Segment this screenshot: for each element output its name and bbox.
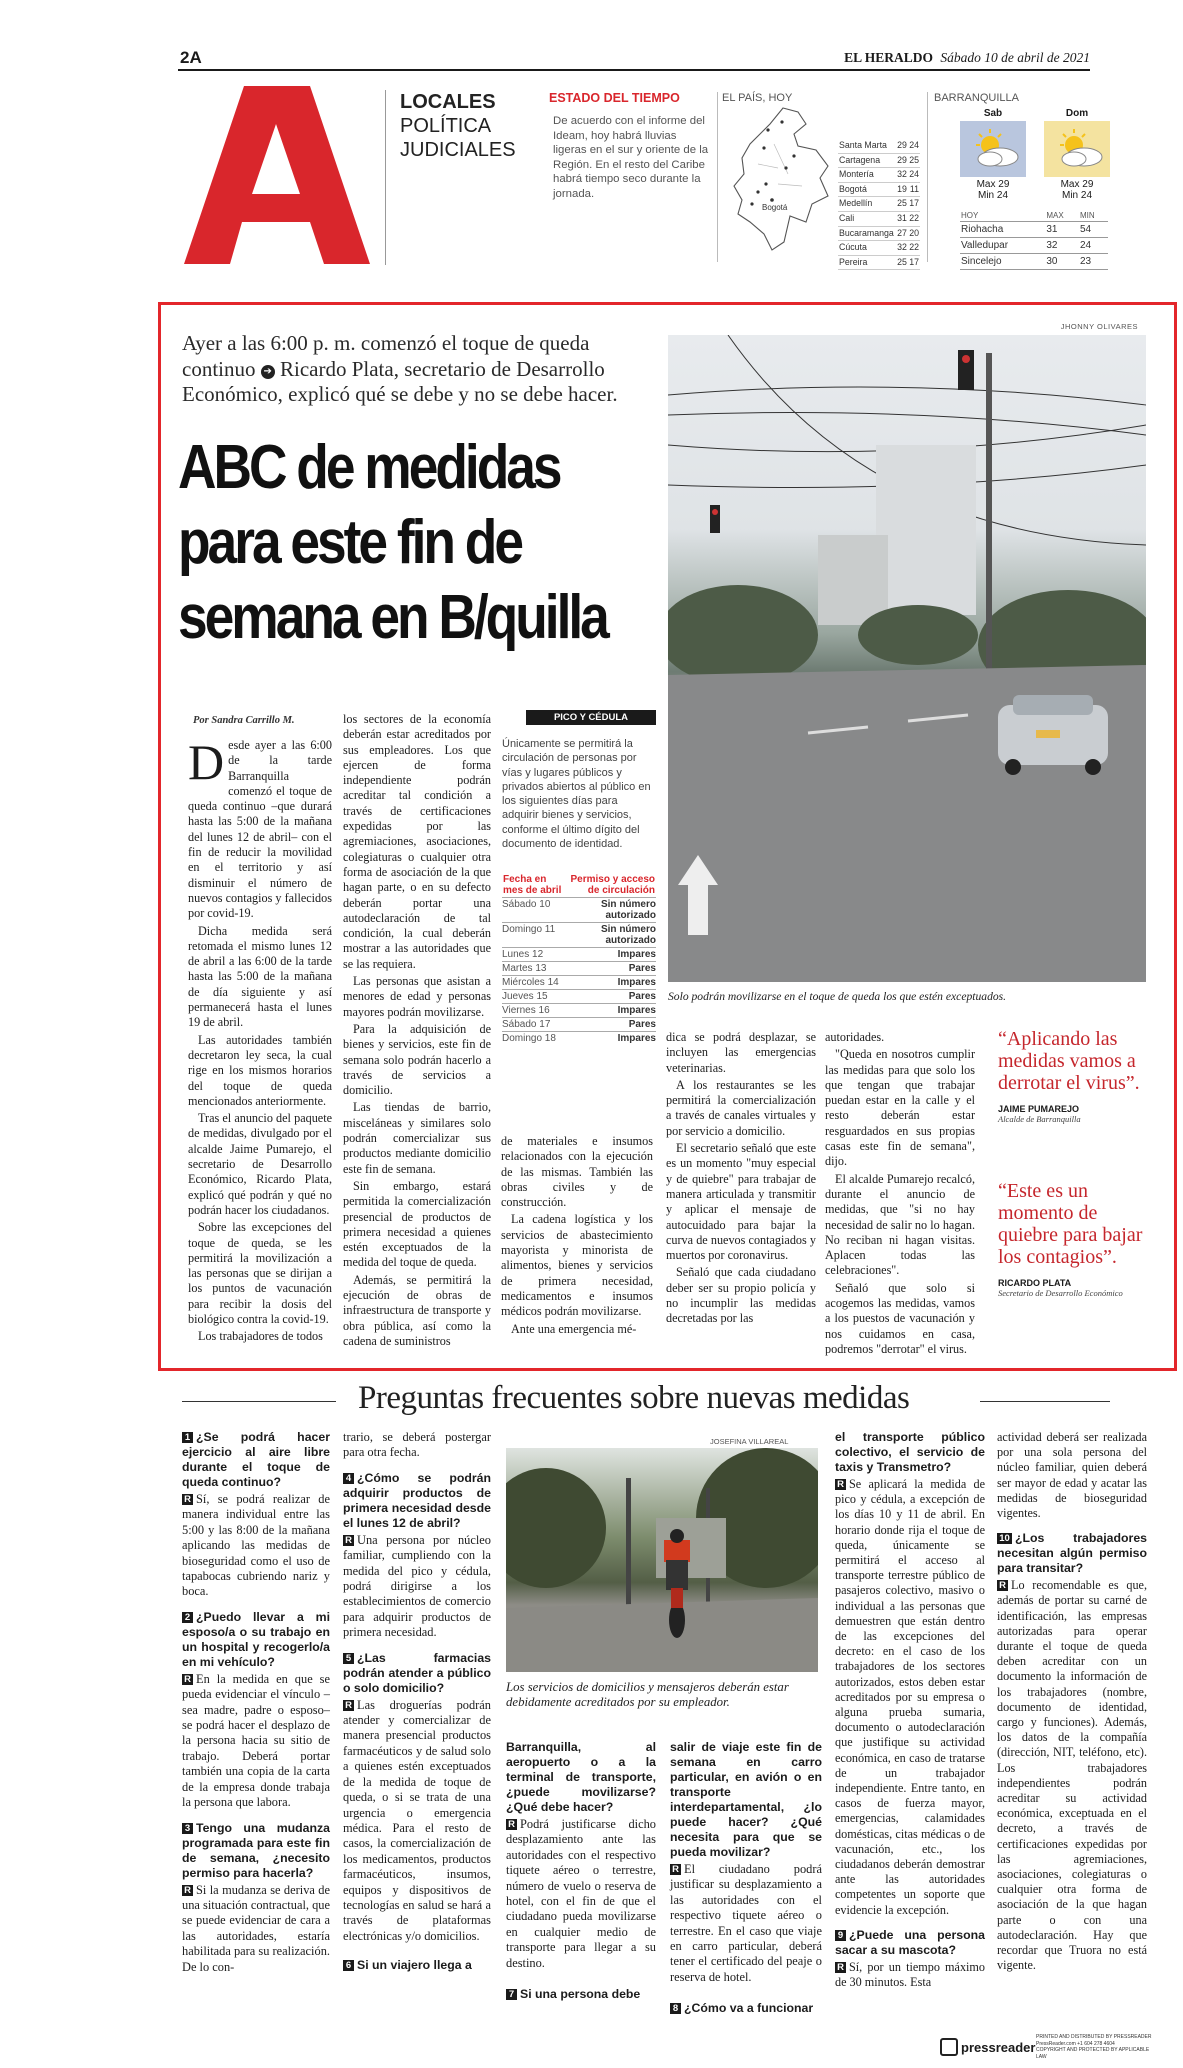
pico-value: Sin número autorizado (600, 924, 656, 947)
city-max: 19 (897, 183, 907, 194)
quote-1 (998, 1028, 1158, 1124)
faq-question-text: Tengo una mudanza programada para este fin de semana, ¿necesito permiso para hacerla? (182, 1820, 330, 1880)
pico-row (502, 898, 656, 923)
regional-min: 23 (1080, 256, 1092, 267)
pico-value: Impares (617, 977, 656, 989)
story-paragraph: Sobre las excepciones del toque de queda, se les permitirá la movilización a las personas que se dirijan a los puntos de vacunación para recibir la dosis del biológico contra la covid-19. (188, 1220, 332, 1326)
story-paragraph: autoridades. (825, 1030, 885, 1044)
faq-number: 3 (182, 1823, 193, 1834)
city-name: Bogotá (839, 183, 867, 194)
story-paragraph: esde ayer a las 6:00 de la tarde Barranquilla comenzó el toque de queda continuo –que durará hasta las 5:00 de la mañana del lunes 12 de abril– con el fin de reducir la movilidad en el territorio y así disminuir el número de nuevos contagios y fallecidos por covid-19. (188, 738, 332, 921)
pico-day: Viernes 16 (502, 1005, 550, 1017)
story-paragraph: La cadena logística y los servicios de abastecimiento mayorista y minorista de alimentos, bienes y servicios de primera necesidad, medicamentos e insumos médicos podrán movilizarse. (501, 1212, 653, 1319)
answer-marker-icon: R (182, 1885, 193, 1896)
quote-1-text: “Aplicando las medidas vamos a derrotar el virus”. (998, 1028, 1140, 1094)
faq-number: 8 (670, 2003, 681, 2014)
faq-number: 9 (835, 1930, 846, 1941)
answer-marker-icon: R (997, 1580, 1008, 1591)
forecast-day-label: Dom (1065, 108, 1089, 119)
story-column-1 (188, 734, 332, 1347)
section-logo (184, 86, 370, 264)
city-min: 24 (909, 140, 919, 150)
section-letter-graphic (184, 86, 370, 264)
faq-answer (182, 1492, 330, 1600)
regional-table (960, 210, 1108, 270)
pico-day: Martes 13 (502, 963, 547, 975)
story-paragraph: dica se podrá desplazar, se incluyen las emergencias veterinarias. (666, 1030, 816, 1075)
faq-column-6 (997, 1430, 1147, 1976)
pico-row (502, 976, 656, 990)
forecast-sab (960, 108, 1026, 212)
pico-cedula-box (502, 710, 656, 1045)
pico-table (502, 873, 656, 1045)
story-paragraph: Las personas que asistan a menores de edad y personas mayores podrán movilizarse. (343, 974, 491, 1019)
story-paragraph: Señaló que solo si acogemos las medidas, vamos a los puestos de vacunación y nos cuidamos en casa, podremos "derrotar" el virus. (825, 1280, 975, 1356)
street-scene-graphic (668, 335, 1146, 982)
story-paragraph: Tras el anuncio del paquete de medidas, divulgado por el alcalde Jaime Pumarejo, el secretario de Desarrollo Económico, Ricardo Plata, explicó qué podrán y qué no podrán hacer los ciudadanos. (188, 1111, 332, 1217)
story-paragraph: Las autoridades también decretaron ley seca, la cual rige en los mismos horarios del toque de queda mencionados anteriormente. (188, 1032, 332, 1108)
faq-number: 5 (343, 1653, 354, 1664)
faq-number: 1 (182, 1432, 193, 1443)
faq-column-2 (343, 1430, 491, 1975)
faq-column-4 (670, 1740, 822, 2018)
story-paragraph: Señaló que cada ciudadano deber ser su propio policía y no incumplir las medidas decretadas por las (666, 1265, 816, 1326)
city-name: Montería (839, 169, 874, 180)
story-paragraph: Además, se permitirá la ejecución de obras de infraestructura de transporte y obra pública, así como la cadena de suministros (343, 1272, 491, 1348)
city-max: 29 (897, 154, 907, 165)
city-name: Bucaramanga (839, 227, 894, 238)
regional-head-hoy: HOY (961, 211, 979, 220)
answer-marker-icon: R (343, 1535, 354, 1546)
faq-question-text: ¿Se podrá hacer ejercicio al aire libre durante el toque de queda continuo? (182, 1430, 330, 1489)
faq-photo-caption: Los servicios de domicilios y mensajeros deberán estar debidamente acreditados por su empleador. (506, 1680, 789, 1709)
city-row (838, 153, 920, 168)
faq-question (343, 1471, 491, 1531)
city-name: Medellín (839, 198, 873, 209)
faq-rule-left (182, 1401, 336, 1402)
answer-marker-icon: R (343, 1700, 354, 1711)
street-photo (668, 335, 1146, 982)
pico-value: Impares (617, 1005, 656, 1017)
weather-text: De acuerdo con el informe del Ideam, hoy habrá lluvias ligeras en el sur y oriente de la Región. En el resto del Caribe habrá tiempo seco durante la jornada. (553, 115, 709, 200)
faq-question (182, 1610, 330, 1670)
pico-row (502, 923, 656, 948)
quote-2-text: “Este es un momento de quiebre para bajar los contagios”. (998, 1180, 1143, 1268)
headline-line-2: para este fin de (178, 508, 521, 577)
faq-answer-continuation: trario, se deberá postergar para otra fecha. (343, 1430, 491, 1460)
pico-value: Impares (617, 1033, 656, 1045)
map-outline-icon (728, 104, 838, 254)
faq-question-text: ¿Los trabajadores necesitan algún permiso para transitar? (997, 1531, 1147, 1576)
faq-question-continued: el transporte público colectivo, el servicio de taxis y Transmetro? (835, 1430, 985, 1474)
newspaper-name: EL HERALDO (844, 50, 933, 65)
faq-column-1 (182, 1430, 330, 1977)
forecast-dom (1044, 108, 1110, 212)
faq-number: 7 (506, 1989, 517, 2000)
city-max: 31 (897, 212, 907, 223)
faq-number: 4 (343, 1473, 354, 1484)
pico-day: Sábado 10 (502, 899, 551, 911)
story-paragraph: "Queda en nosotros cumplir las medidas para que solo los que tengan que trabajar puedan estar en la calle y el resto deberán estar resguardados en sus propias casas este fin de semana", dijo. (825, 1047, 975, 1169)
faq-answer-text: En la medida en que se pueda evidenciar el vínculo –sea madre, padre o esposo– se podrá hacer el desplazo de la persona hacia su sitio de trabajo. Deberá portar también una copia de la carta de la empresa donde trabaja la persona que labora. (182, 1671, 330, 1810)
regional-head-min: MIN (1080, 211, 1095, 220)
masthead-line (844, 50, 1090, 66)
story-paragraph: Dicha medida será retomada el mismo lunes 12 de abril a las 6:00 de la tarde hasta las 5:00 de la mañana de día siguiente y así permanecerá hasta el lunes 19 de abril. (188, 923, 332, 1030)
regional-max: 32 (1046, 240, 1058, 251)
regional-city: Riohacha (961, 224, 1004, 235)
map-label-bogota: Bogotá (762, 203, 788, 212)
quote-2-name: RICARDO PLATA (998, 1278, 1072, 1288)
pico-value: Pares (628, 1019, 656, 1031)
section-names (400, 90, 516, 162)
story-kicker (182, 331, 658, 408)
faq-question-text: ¿Cómo va a funcionar (684, 2001, 814, 2016)
map-title: EL PAÍS, HOY (722, 92, 793, 104)
faq-number: 6 (343, 1960, 354, 1971)
story-paragraph: los sectores de la economía deberán estar acreditados por sus empleadores. Los que ejercen de forma independiente podrán acreditar tal condición a través de certificaciones expedidas por las agremiaciones, asociaciones, colegiaturas o cualquier otra forma de asociación de la que hagan parte, o en su defecto deberán portar una autodeclaración de tal condición, la cual deberán mostrar a las autoridades que se las requiera. (343, 712, 491, 971)
story-paragraph: El alcalde Pumarejo recalcó, durante el anuncio de medidas, que "si no hay necesidad de salir no lo hagan. No reciban ni hagan visitas. Aplacen todas las celebraciones". (825, 1171, 975, 1278)
pico-day: Lunes 12 (502, 949, 544, 961)
kicker-line-3: Económico, explicó qué se debe y no se debe hacer. (182, 382, 618, 406)
pico-row (502, 990, 656, 1004)
pressreader-fineprint (1036, 2034, 1152, 2060)
photo-caption: Solo podrán movilizarse en el toque de queda los que estén exceptuados. (668, 990, 1007, 1003)
story-paragraph: A los restaurantes se les permitirá la comercialización a través de canales virtuales y por servicio a domicilio. (666, 1077, 816, 1138)
pico-day: Miércoles 14 (502, 977, 559, 989)
faq-answer (182, 1672, 330, 1811)
sun-cloud-icon (960, 121, 1026, 177)
regional-row (960, 238, 1108, 254)
regional-table-grid (960, 210, 1108, 270)
story-column-5 (825, 1030, 975, 1359)
faq-answer (670, 1862, 822, 1985)
forecast-dom-max: Max 29 (1060, 179, 1094, 190)
pico-value: Pares (628, 991, 656, 1003)
faq-question-text: ¿Las farmacias podrán atender a público o solo domicilio? (343, 1650, 491, 1695)
faq-question-text: ¿Puedo llevar a mi esposo/a o su trabajo en un hospital y recogerlo/a en mi vehículo? (182, 1609, 330, 1669)
faq-answer-text: Se aplicará la medida de pico y cédula, a excepción de los días 10 y 11 de abril. En horario donde rija el toque de queda, únicamente se permitirá el acceso al transporte terrestre público de pasajeros colectivo, masivo o individual a las personas que demuestren que están dentro de las excepciones del decreto: en el caso de los trabajadores de los sectores autorizados, estos deben estar acreditados por su empresa o alguna prueba sumaria, documento o autodeclaración que justifique su actividad económica, en caso de tratarse de un trabajador independiente. Entre tanto, en casos de fuerza mayor, emergencias, calamidades domésticas, citas médicas o de vacunación, etc., los ciudadanos deberán demostrar ante las autoridades competentes un soporte que evidencie la excepción. (835, 1477, 985, 1917)
pressreader-logo-icon (940, 2038, 958, 2056)
city-row (838, 197, 920, 212)
answer-marker-icon: R (835, 1479, 846, 1490)
faq-question-text: Si una persona debe (520, 1987, 641, 2002)
forecast-dom-min: Min 24 (1061, 190, 1092, 201)
byline: Por Sandra Carrillo M. (193, 715, 295, 726)
regional-city: Valledupar (961, 240, 1009, 251)
weather-title: ESTADO DEL TIEMPO (549, 91, 680, 105)
faq-question-continued: Barranquilla, al aeropuerto o a la terminal de transporte, ¿puede movilizarse? ¿Qué debe hacer? (506, 1740, 656, 1814)
faq-question (997, 1531, 1147, 1576)
quote-1-name: JAIME PUMAREJO (998, 1104, 1080, 1114)
city-row (838, 139, 920, 153)
barranquilla-title: BARRANQUILLA (934, 92, 1019, 104)
pico-row (502, 962, 656, 976)
city-min: 17 (909, 198, 919, 209)
answer-marker-icon: R (670, 1864, 681, 1875)
answer-marker-icon: R (182, 1494, 193, 1505)
story-paragraph: Ante una emergencia mé- (511, 1321, 637, 1336)
quote-2 (998, 1180, 1148, 1298)
pico-intro: Únicamente se permitirá la circulación de personas por vías y lugares públicos y privados abiertos al público en los siguientes días para adquirir bienes y servicios, conforme el último dígito del documento de identidad. (502, 738, 651, 851)
city-min: 20 (909, 227, 919, 238)
faq-answer (343, 1698, 491, 1945)
regional-min: 54 (1080, 224, 1092, 235)
city-name: Cúcuta (839, 242, 867, 253)
regional-min: 24 (1080, 240, 1092, 251)
city-max: 32 (897, 169, 907, 180)
motorcycle-scene-graphic (506, 1448, 818, 1672)
story-headline (178, 430, 608, 655)
story-column-2 (343, 712, 491, 1351)
section-name-judiciales: JUDICIALES (400, 139, 516, 161)
regional-head-max: MAX (1046, 211, 1064, 220)
pico-row (502, 948, 656, 962)
story-paragraph: Los trabajadores de todos (198, 1329, 323, 1344)
answer-marker-icon: R (182, 1674, 193, 1685)
forecast-dom-panel (1044, 121, 1110, 177)
faq-photo-credit: JOSEFINA VILLAREAL (710, 1437, 789, 1446)
page-number: 2A (180, 48, 202, 67)
city-max: 32 (897, 242, 907, 253)
fineprint-2: PressReader.com +1 604 278 4604 (1036, 2040, 1115, 2047)
faq-answer (835, 1960, 985, 1990)
story-column-3 (501, 1134, 653, 1339)
pico-day: Sábado 17 (502, 1019, 551, 1031)
faq-answer-text: Una persona por núcleo familiar, cumpliendo con la medida del pico y cédula, podrá dirigirse a los establecimientos de comercio para adquirir productos de primera necesidad. (343, 1532, 491, 1640)
fineprint-1: PRINTED AND DISTRIBUTED BY PRESSREADER (1036, 2034, 1152, 2040)
headline-line-1: ABC de medidas (178, 433, 560, 502)
faq-answer-text: Si la mudanza se deriva de una situación contractual, que se puede evidenciar de cara a las autoridades, estaría habilitada para su realización. De lo con- (182, 1882, 330, 1974)
city-name: Pereira (839, 256, 868, 267)
regional-max: 31 (1046, 224, 1058, 235)
pico-row (502, 1004, 656, 1018)
story-paragraph: Las tiendas de barrio, misceláneas y similares solo podrán comercializar sus productos mediante domicilio este fin de semana. (343, 1100, 491, 1176)
colombia-map (728, 104, 838, 254)
faq-answer-text: Sí, por un tiempo máximo de 30 minutos. Esta (835, 1959, 985, 1990)
city-name: Santa Marta (839, 140, 887, 150)
faq-answer-text: Lo recomendable es que, además de portar su carné de identificación, las empresas autorizadas para operar durante el toque de queda deben acreditar con un documento la información de los trabajadores (nombre, documento de identidad, cargo y funciones). Además, los datos de la compañía (dirección, NIT, teléfono, etc). Los trabajadores independientes podrán acreditar su actividad económica, exceptuada en el decreto, a través de certificaciones expedidas por las agremiaciones, asociaciones, colegiaturas o cualquier otra forma de asociación de la que hagan parte o con una autodeclaración. Hay que recordar que Truora no está vigente. (997, 1578, 1147, 1973)
quote-1-role: Alcalde de Barranquilla (998, 1114, 1081, 1124)
story-column-4 (666, 1030, 816, 1329)
city-min: 22 (909, 212, 919, 223)
city-max: 29 (897, 140, 907, 150)
cities-table (838, 139, 920, 270)
photo-credit: JHONNY OLIVARES (1060, 322, 1138, 331)
faq-question (343, 1651, 491, 1696)
city-name: Cali (839, 212, 855, 223)
weather-divider-1 (717, 92, 718, 262)
faq-answer-text: Podrá justificarse dicho desplazamiento ante las autoridades con el respectivo tiquete aéreo o terrestre, número de vuelo o reserva de hotel, con el fin de que el ciudadano pueda movilizarse en cualquier medio de transporte para llegar a su destino. (506, 1817, 656, 1970)
forecast-sab-min: Min 24 (977, 190, 1008, 201)
pico-day: Domingo 18 (502, 1033, 556, 1045)
forecast-sab-panel (960, 121, 1026, 177)
pico-value: Impares (617, 949, 656, 961)
faq-question-text: ¿Cómo se podrán adquirir productos de primera necesidad desde el lunes 12 de abril? (343, 1470, 491, 1530)
story-paragraph: de materiales e insumos relacionados con la ejecución de las mismas. También las obras civiles y de construcción. (501, 1134, 653, 1210)
header-rule (178, 69, 1090, 71)
faq-answer (343, 1533, 491, 1641)
pico-head-date: Fecha en mes de abril (503, 874, 562, 897)
city-max: 27 (897, 227, 907, 238)
issue-date: Sábado 10 de abril de 2021 (940, 50, 1090, 65)
headline-line-3: semana en B/quilla (178, 583, 607, 652)
regional-max: 30 (1046, 256, 1058, 267)
faq-column-3 (506, 1740, 656, 2004)
section-divider (385, 90, 386, 265)
kicker-line-1: Ayer a las 6:00 p. m. comenzó el toque de queda (182, 331, 590, 355)
story-paragraph: Para la adquisición de bienes y servicios, este fin de semana solo podrán hacerlo a través de servicios a domicilio. (343, 1021, 491, 1098)
kicker-ricardo: Ricardo Plata, secretario de Desarrollo (280, 356, 605, 381)
faq-answer (182, 1883, 330, 1975)
city-row (838, 182, 920, 197)
faq-question-text: ¿Puede una persona sacar a su mascota? (835, 1927, 985, 1957)
pico-day: Jueves 15 (502, 991, 548, 1003)
answer-marker-icon: R (835, 1962, 846, 1973)
city-min: 24 (909, 169, 919, 180)
faq-question (670, 2001, 822, 2016)
city-row (838, 211, 920, 226)
city-row (838, 255, 920, 270)
arrow-icon: ➔ (261, 365, 275, 379)
faq-question (835, 1928, 985, 1958)
pico-value: Sin número autorizado (600, 899, 656, 922)
city-max: 25 (897, 256, 907, 267)
faq-column-5 (835, 1430, 985, 1992)
story-paragraph: El secretario señaló que este es un momento "muy especial y de quiebre" para trabajar de manera articulada y transmitir y aplicar el mensaje de autocuidado para bajar la curva de nuevos contagiados y muertos por coronavirus. (666, 1141, 816, 1263)
faq-answer (506, 1817, 656, 1971)
fineprint-3: COPYRIGHT AND PROTECTED BY APPLICABLE LAW (1036, 2047, 1150, 2060)
pico-title: PICO Y CÉDULA (526, 710, 656, 725)
faq-photo (506, 1448, 818, 1672)
pico-row (502, 1018, 656, 1032)
city-row (838, 226, 920, 241)
city-min: 17 (909, 256, 919, 267)
forecast-sab-max: Max 29 (976, 179, 1010, 190)
faq-answer (997, 1578, 1147, 1973)
pico-value: Pares (628, 963, 656, 975)
faq-answer (835, 1477, 985, 1918)
answer-marker-icon: R (506, 1819, 517, 1830)
faq-number: 2 (182, 1612, 193, 1623)
city-min: 25 (909, 154, 919, 165)
pressreader-brand: pressreader (961, 2039, 1036, 2055)
section-name-locales: LOCALES (400, 91, 496, 113)
faq-answer-text: Las droguerías podrán atender y comercializar de manera presencial productos farmacéuticos y de salud solo a quienes estén exceptuados de la medida de toque de queda, o si se trata de una urgencia o emergencia médica. Para el resto de casos, la comercialización de los medicamentos, productos farmacéuticos, insumos, equipos y dispositivos de tecnologías en salud se hará a través de plataformas electrónicas y/o domicilios. (343, 1697, 491, 1943)
faq-question-continued: salir de viaje este fin de semana en carro particular, en avión o en transporte interdepartamental, ¿lo puede hacer? ¿Qué necesita para que se pueda movilizar? (670, 1740, 822, 1859)
quote-2-role: Secretario de Desarrollo Económico (998, 1288, 1123, 1298)
faq-question (343, 1958, 491, 1973)
faq-title: Preguntas frecuentes sobre nuevas medidas (358, 1380, 910, 1416)
pico-day: Domingo 11 (502, 924, 556, 936)
faq-question-text: Si un viajero llega a (357, 1958, 472, 1973)
pressreader-badge (940, 2036, 1035, 2058)
faq-answer-text: El ciudadano podrá justificar su desplazamiento a las autoridades con el respectivo tiquete aéreo o terrestre. En el caso que viaje en carro particular, deberá tener el certificado del peaje o reserva de hotel. (670, 1862, 822, 1984)
faq-answer-continuation: actividad deberá ser realizada por una sola persona del núcleo familiar, quien deberá ser mayor de edad y acatar las medidas de bioseguridad vigentes. (997, 1430, 1147, 1521)
forecast-day-label: Sab (983, 108, 1003, 119)
city-min: 22 (909, 242, 919, 253)
city-max: 25 (897, 198, 907, 209)
regional-city: Sincelejo (961, 256, 1002, 267)
faq-answer-text: Sí, se podrá realizar de manera individual entre las 5:00 y las 8:00 de la mañana aplicando las medidas de bioseguridad como el uso de tapabocas cubriendo nariz y boca. (182, 1492, 330, 1599)
city-row (838, 168, 920, 183)
city-min: 11 (909, 183, 919, 194)
pico-row (502, 1032, 656, 1046)
pico-head-permit: Permiso y acceso de circulación (570, 874, 655, 897)
faq-question (182, 1821, 330, 1881)
faq-question (182, 1430, 330, 1490)
drop-cap: D (188, 734, 225, 790)
faq-question (506, 1987, 656, 2002)
regional-row (960, 222, 1108, 238)
faq-number: 10 (997, 1533, 1012, 1544)
weather-divider-2 (927, 92, 928, 262)
regional-row (960, 254, 1108, 270)
city-row (838, 241, 920, 256)
faq-rule-right (980, 1401, 1110, 1402)
sun-cloud-icon (1044, 121, 1110, 177)
kicker-line-2 (182, 357, 658, 383)
section-name-politica: POLÍTICA (400, 115, 492, 137)
story-paragraph: Sin embargo, estará permitida la comercialización presencial de productos de primera necesidad a quienes estén exceptuados de la medida del toque de queda. (343, 1178, 491, 1270)
cities-table-grid (838, 139, 920, 270)
city-name: Cartagena (839, 154, 881, 165)
kicker-continuo: continuo (182, 356, 256, 381)
